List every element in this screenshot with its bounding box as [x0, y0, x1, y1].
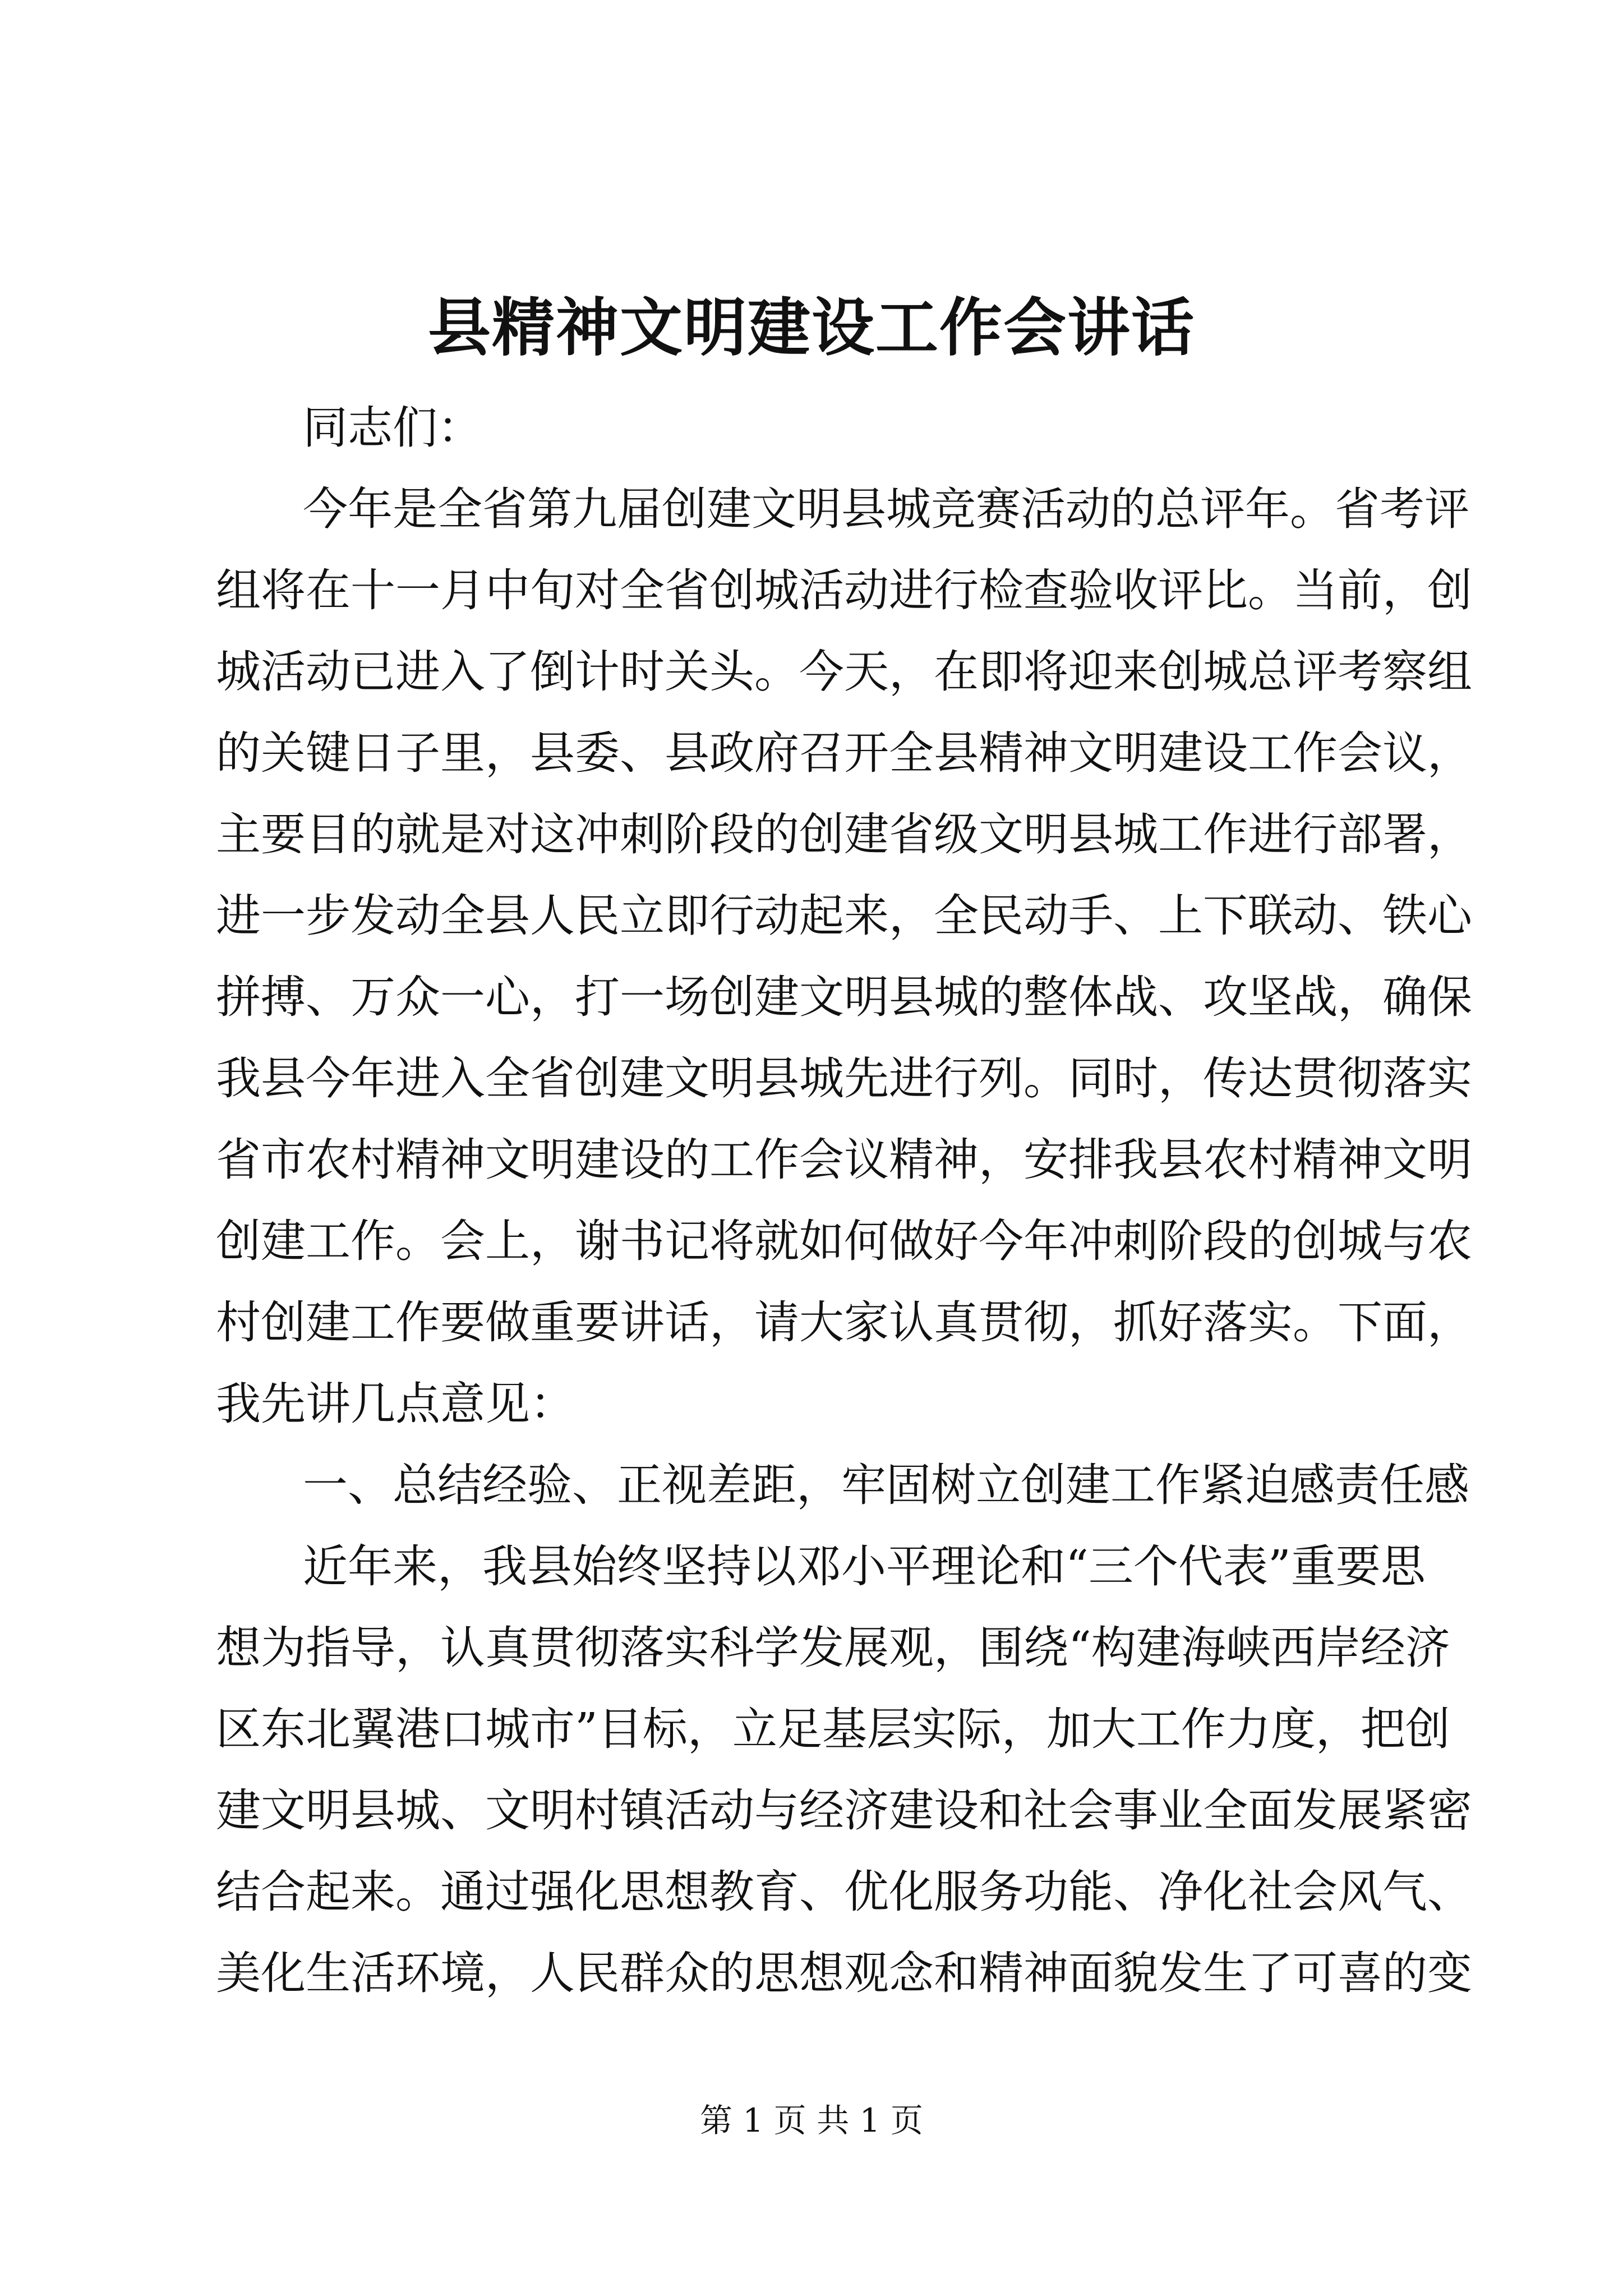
salutation-line: 同志们：: [303, 402, 482, 454]
page-number-footer: 第 1 页 共 1 页: [700, 2101, 923, 2139]
paragraph-line: 城活动已进入了倒计时关头。今天，在即将迎来创城总评考察组: [216, 646, 1472, 698]
paragraph-line: 区东北翼港口城市”目标，立足基层实际，加大工作力度，把创: [216, 1703, 1450, 1755]
paragraph-line: 主要目的就是对这冲刺阶段的创建省级文明县城工作进行部署，: [216, 808, 1472, 861]
paragraph-line: 美化生活环境，人民群众的思想观念和精神面貌发生了可喜的变: [216, 1947, 1472, 1999]
paragraph-line: 今年是全省第九届创建文明县城竞赛活动的总评年。省考评: [303, 483, 1469, 535]
paragraph-line: 进一步发动全县人民立即行动起来，全民动手、上下联动、铁心: [216, 890, 1472, 942]
paragraph-line: 我先讲几点意见：: [216, 1378, 575, 1430]
paragraph-line: 村创建工作要做重要讲话，请大家认真贯彻，抓好落实。下面，: [216, 1296, 1472, 1349]
document-body: [216, 387, 1472, 2014]
paragraph-line: 拼搏、万众一心，打一场创建文明县城的整体战、攻坚战，确保: [216, 971, 1472, 1023]
paragraph-line: 组将在十一月中旬对全省创城活动进行检查验收评比。当前，创: [216, 564, 1472, 616]
paragraph-line: 我县今年进入全省创建文明县城先进行列。同时，传达贯彻落实: [216, 1052, 1472, 1105]
paragraph-line: 结合起来。通过强化思想教育、优化服务功能、净化社会风气、: [216, 1866, 1472, 1918]
section-heading: 一、总结经验、正视差距，牢固树立创建工作紧迫感责任感: [303, 1459, 1469, 1511]
paragraph-line: 创建工作。会上，谢书记将就如何做好今年冲刺阶段的创城与农: [216, 1215, 1472, 1267]
paragraph-line: 省市农村精神文明建设的工作会议精神，安排我县农村精神文明: [216, 1134, 1472, 1186]
paragraph-line: 的关键日子里，县委、县政府召开全县精神文明建设工作会议，: [216, 727, 1472, 779]
paragraph-line: 建文明县城、文明村镇活动与经济建设和社会事业全面发展紧密: [216, 1784, 1472, 1837]
paragraph-line: 想为指导，认真贯彻落实科学发展观，围绕“构建海峡西岸经济: [216, 1622, 1450, 1674]
document-title: 县精神文明建设工作会讲话: [428, 291, 1195, 365]
paragraph-line: 近年来，我县始终坚持以邓小平理论和“三个代表”重要思: [303, 1540, 1426, 1593]
